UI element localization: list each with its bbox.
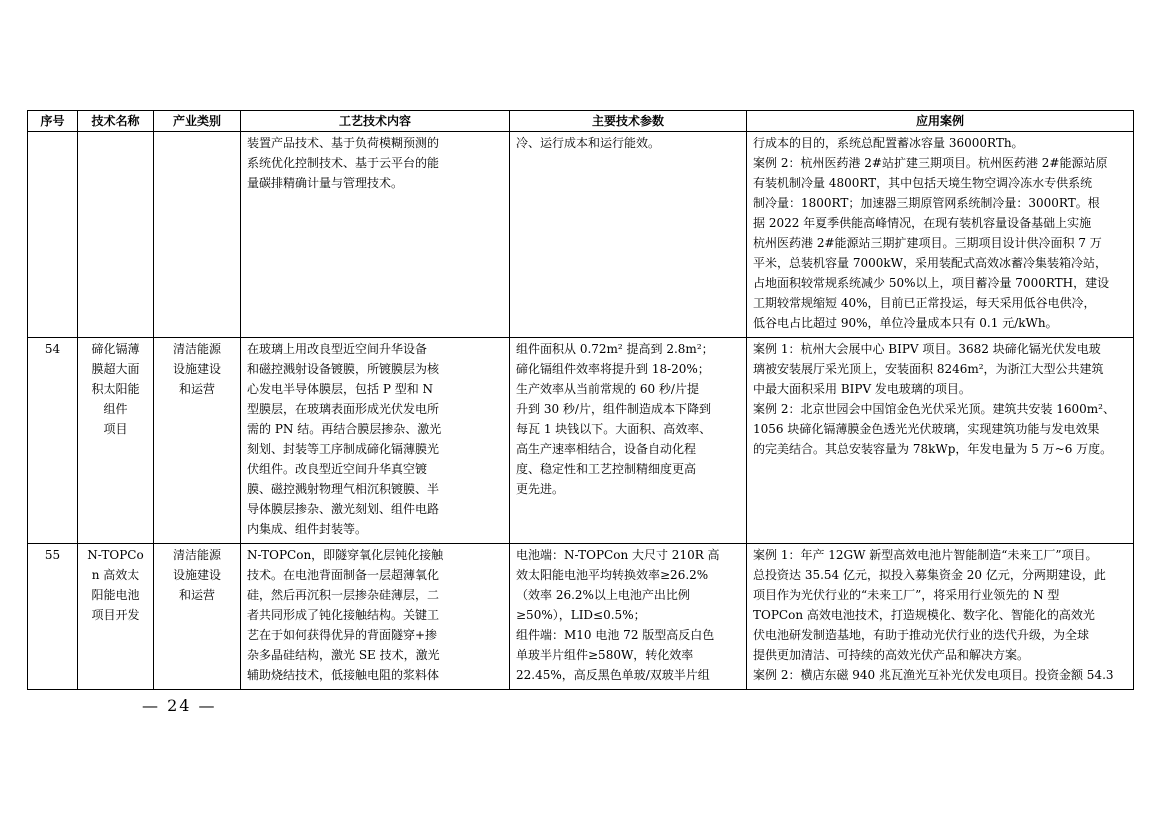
text-line: 伏电池研发制造基地，有助于推动光伏行业的迭代升级，为全球 [753, 628, 1090, 642]
text-line: 量碳排精确计量与管理技术。 [247, 176, 404, 190]
technology-table [27, 110, 1134, 690]
text-line: 清洁能源 [172, 548, 221, 562]
text-line: ≥50%），LID≤0.5%； [516, 608, 646, 622]
cell-process [241, 132, 510, 338]
cell-cases [747, 132, 1134, 338]
text-line: 心发电半导体膜层，包括 P 型和 N [247, 382, 434, 396]
text-line: 单玻半片组件≥580W，转化效率 [516, 648, 694, 662]
text-line: 碲化镉组件效率将提升到 18-20%； [516, 362, 710, 376]
text-line: 中最大面积采用 BIPV 发电玻璃的项目。 [753, 382, 971, 396]
text-line: 行成本的目的，系统总配置蓄冰容量 36000RTh。 [753, 136, 1024, 150]
cell-cases [747, 544, 1134, 690]
text-line: 低谷电占比超过 90%，单位冷量成本只有 0.1 元/kWh。 [753, 316, 1058, 330]
text-line: 的完美结合。其总安装容量为 78kWp，年发电量为 5 万~6 万度。 [753, 442, 1113, 456]
text-line: 占地面积较常规系统减少 50%以上，项目蓄冷量 7000RTH，建设 [753, 276, 1110, 290]
text-line: 有装机制冷量 4800RT，其中包括天境生物空调冷冻水专供系统 [753, 176, 1093, 190]
text-line: 硅，然后再沉积一层掺杂硅薄层，二 [247, 588, 440, 602]
cell-name [78, 132, 154, 338]
cell-no: 54 [28, 338, 78, 544]
text-line: 和运营 [178, 382, 215, 396]
cell-process [241, 544, 510, 690]
text-line: 冷、运行成本和运行能效。 [516, 136, 661, 150]
header-process: 工艺技术内容 [241, 111, 510, 132]
header-category: 产业类别 [154, 111, 241, 132]
text-line: 电池端：N-TOPCon 大尺寸 210R 高 [516, 548, 720, 562]
text-line: 设施建设 [172, 568, 221, 582]
text-line: 项目作为光伏行业的“未来工厂”，将采用行业领先的 N 型 [753, 588, 1060, 602]
text-line: 平米，总装机容量 7000kW，采用装配式高效冰蓄冷集装箱冷站， [753, 256, 1107, 270]
text-line: 组件 [103, 402, 128, 416]
text-line: 清洁能源 [172, 342, 221, 356]
text-line: 升到 30 秒/片，组件制造成本下降到 [516, 402, 711, 416]
text-line: 项目开发 [91, 608, 140, 622]
cell-params [510, 132, 747, 338]
cell-category [154, 338, 241, 544]
text-line: 膜、磁控溅射物理气相沉积镀膜、半 [247, 482, 440, 496]
text-line: 技术。在电池背面制备一层超薄氧化 [247, 568, 440, 582]
cell-name [78, 338, 154, 544]
cell-no: 55 [28, 544, 78, 690]
cell-params [510, 338, 747, 544]
text-line: 碲化镉薄 [91, 342, 140, 356]
cell-category [154, 544, 241, 690]
text-line: 案例 2：北京世园会中国馆金色光伏采光顶。建筑共安装 1600m²、 [753, 402, 1115, 416]
text-line: 和磁控溅射设备镀膜，所镀膜层为核 [247, 362, 440, 376]
text-line: 杂多晶硅结构，激光 SE 技术，激光 [247, 648, 440, 662]
text-line: 伏组件。改良型近空间升华真空镀 [247, 462, 428, 476]
text-line: 阳能电池 [91, 588, 140, 602]
text-line: 组件端：M10 电池 72 版型高反白色 [516, 628, 715, 642]
text-line: 者共同形成了钝化接触结构。关键工 [247, 608, 440, 622]
text-line: 内集成、组件封装等。 [247, 522, 368, 536]
cell-cases [747, 338, 1134, 544]
text-line: 系统优化控制技术、基于云平台的能 [247, 156, 440, 170]
text-line: 提供更加清洁、可持续的高效光伏产品和解决方案。 [753, 648, 1030, 662]
text-line: （效率 26.2%以上电池产出比例 [516, 588, 690, 602]
cell-category [154, 132, 241, 338]
table-row-54 [28, 338, 1134, 544]
text-line: N-TOPCo [87, 548, 144, 562]
cell-name [78, 544, 154, 690]
text-line: 案例 2：杭州医药港 2#站扩建三期项目。杭州医药港 2#能源站原 [753, 156, 1108, 170]
text-line: n 高效太 [91, 568, 140, 582]
text-line: 更先进。 [516, 482, 565, 496]
text-line: 膜超大面 [91, 362, 140, 376]
header-cases: 应用案例 [747, 111, 1134, 132]
header-params: 主要技术参数 [510, 111, 747, 132]
text-line: 度、稳定性和工艺控制精细度更高 [516, 462, 697, 476]
text-line: 1056 块碲化镉薄膜金色透光光伏玻璃，实现建筑功能与发电效果 [753, 422, 1100, 436]
text-line: 案例 1：杭州大会展中心 BIPV 项目。3682 块碲化镉光伏发电玻 [753, 342, 1101, 356]
header-name: 技术名称 [78, 111, 154, 132]
text-line: 需的 PN 结。再结合膜层掺杂、激光 [247, 422, 442, 436]
text-line: 积太阳能 [91, 382, 140, 396]
text-line: 效太阳能电池平均转换效率≥26.2% [516, 568, 709, 582]
text-line: 制冷量：1800RT；加速器三期原管网系统制冷量：3000RT。根 [753, 196, 1100, 210]
text-line: 在玻璃上用改良型近空间升华设备 [247, 342, 428, 356]
text-line: 型膜层，在玻璃表面形成光伏发电所 [247, 402, 440, 416]
text-line: 设施建设 [172, 362, 221, 376]
text-line: 项目 [103, 422, 128, 436]
text-line: 工期较常规缩短 40%，目前已正常投运，每天采用低谷电供冷， [753, 296, 1096, 310]
cell-no [28, 132, 78, 338]
text-line: 璃被安装展厅采光顶上，安装面积 8246m²，为浙江大型公共建筑 [753, 362, 1104, 376]
text-line: 22.45%，高反黑色单玻/双玻半片组 [516, 668, 710, 682]
text-line: 杭州医药港 2#能源站三期扩建项目。三期项目设计供冷面积 7 万 [753, 236, 1102, 250]
text-line: TOPCon 高效电池技术，打造规模化、数字化、智能化的高效光 [753, 608, 1095, 622]
header-no: 序号 [28, 111, 78, 132]
text-line: 案例 1：年产 12GW 新型高效电池片智能制造“未来工厂”项目。 [753, 548, 1098, 562]
text-line: 刻划、封装等工序制成碲化镉薄膜光 [247, 442, 440, 456]
text-line: 高生产速率相结合，设备自动化程 [516, 442, 697, 456]
text-line: 案例 2：横店东磁 940 兆瓦渔光互补光伏发电项目。投资金额 54.3 [753, 668, 1114, 682]
text-line: 辅助烧结技术，低接触电阻的浆料体 [247, 668, 440, 682]
text-line: 艺在于如何获得优异的背面隧穿+掺 [247, 628, 438, 642]
text-line: 组件面积从 0.72m² 提高到 2.8m²； [516, 342, 714, 356]
table-row-continued [28, 132, 1134, 338]
text-line: 每瓦 1 块钱以下。大面积、高效率、 [516, 422, 712, 436]
table-header-row [28, 111, 1134, 132]
text-line: 和运营 [178, 588, 215, 602]
text-line: 总投资达 35.54 亿元，拟投入募集资金 20 亿元，分两期建设，此 [753, 568, 1106, 582]
text-line: 生产效率从当前常规的 60 秒/片提 [516, 382, 699, 396]
text-line: N-TOPCon，即隧穿氧化层钝化接触 [247, 548, 444, 562]
page-number: — 24 — [142, 696, 217, 715]
text-line: 装置产品技术、基于负荷模糊预测的 [247, 136, 440, 150]
cell-process [241, 338, 510, 544]
text-line: 导体膜层掺杂、激光刻划、组件电路 [247, 502, 440, 516]
table-row-55 [28, 544, 1134, 690]
text-line: 据 2022 年夏季供能高峰情况，在现有装机容量设备基础上实施 [753, 216, 1092, 230]
cell-params [510, 544, 747, 690]
